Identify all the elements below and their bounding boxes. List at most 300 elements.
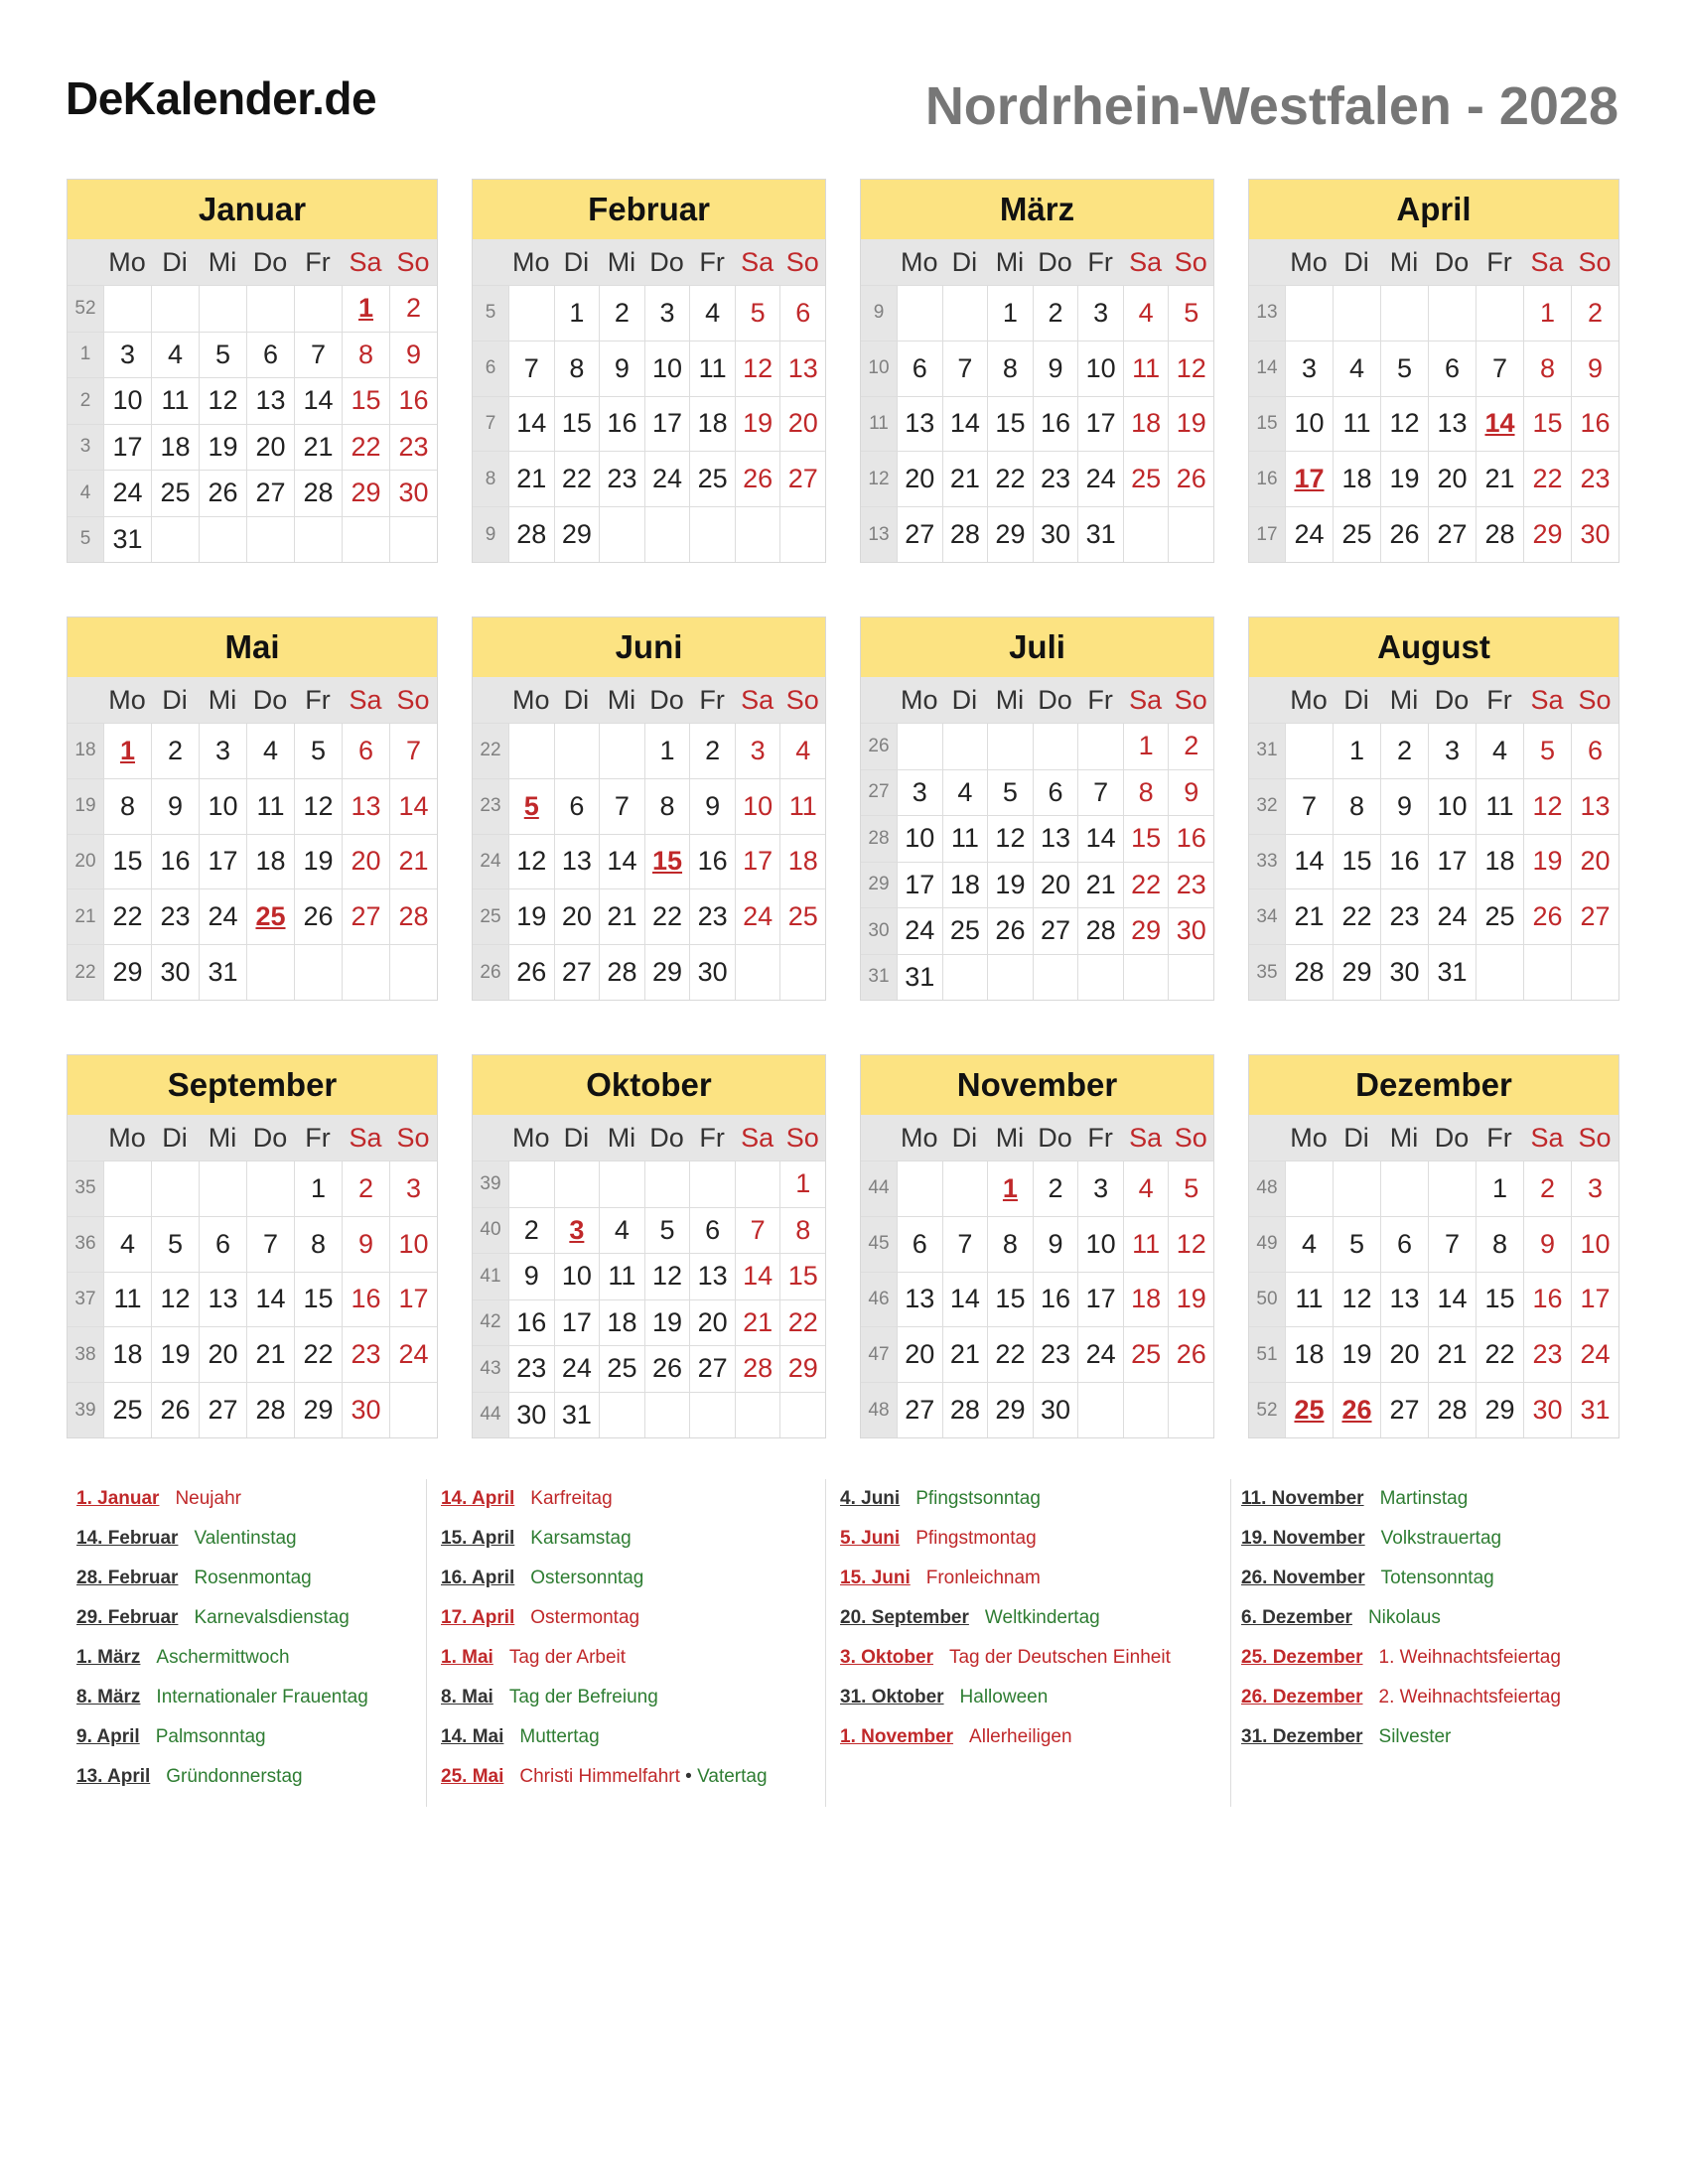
day-cell: 18 [1123,1273,1169,1327]
day-cell: 28 [508,507,554,562]
day-cell: 27 [246,471,294,516]
legend-item [840,1519,1230,1559]
empty-day-cell [508,1161,554,1207]
day-cell: 3 [554,1208,600,1254]
day-cell: 22 [987,452,1033,506]
day-cell: 8 [987,1217,1033,1272]
empty-day-cell [599,1393,644,1438]
week-row [1249,1216,1618,1272]
weekday-label: So [785,246,819,277]
weekday-label: So [1578,246,1612,277]
day-cell: 8 [1333,779,1380,834]
day-cell: 17 [644,397,690,452]
legend-date[interactable]: 11. November [1241,1488,1364,1509]
day-cell: 3 [897,770,942,816]
weekday-label: So [785,684,819,715]
day-cell: 12 [735,341,780,396]
week-number: 35 [68,1161,103,1216]
legend-name: Ostersonntag [530,1568,644,1588]
brand-logo-text[interactable]: DeKalender.de [66,72,377,124]
day-cell: 6 [779,286,825,341]
empty-day-cell [1168,955,1213,1001]
day-cell: 21 [942,1327,988,1382]
day-cell: 16 [151,835,199,889]
weekday-label: Do [1434,246,1470,277]
legend-item [76,1479,426,1519]
weekday-label: Mi [607,1122,636,1153]
week-row [68,944,437,1000]
month-title: Dezember [1249,1055,1618,1115]
day-cell: 26 [294,889,342,944]
week-row [1249,944,1618,1000]
legend-date[interactable]: 5. Juni [840,1528,901,1549]
day-cell: 15 [1333,835,1380,889]
day-cell: 22 [644,889,690,944]
day-cell: 18 [942,863,988,908]
legend-date[interactable]: 9. April [76,1726,140,1747]
week-number: 18 [68,724,103,778]
empty-day-cell [1523,945,1571,1000]
legend-date[interactable]: 6. Dezember [1241,1607,1352,1628]
legend-date[interactable]: 16. April [441,1568,515,1588]
legend-date[interactable]: 17. April [441,1607,515,1628]
legend-item [441,1519,825,1559]
weekday-label: So [1174,246,1207,277]
day-cell: 23 [151,889,199,944]
day-cell: 11 [151,378,199,424]
day-cell: 16 [1168,816,1213,862]
day-cell: 12 [1168,1217,1213,1272]
weekday-label: Mo [108,1122,146,1153]
legend-date[interactable]: 14. April [441,1488,515,1509]
legend-date[interactable]: 8. März [76,1687,141,1707]
day-cell: 19 [199,425,246,471]
day-cell: 7 [1428,1217,1476,1272]
week-row [68,1272,437,1327]
day-cell: 14 [1285,835,1333,889]
weekday-label: Sa [1530,1122,1564,1153]
day-cell: 1 [987,1161,1033,1216]
legend-date[interactable]: 15. Juni [840,1568,911,1588]
day-cell: 30 [508,1393,554,1438]
day-cell: 5 [1168,286,1213,341]
legend-date[interactable]: 20. September [840,1607,969,1628]
day-cell: 29 [294,1383,342,1437]
empty-day-cell [508,286,554,341]
weekday-label: Mi [995,246,1025,277]
week-number: 17 [1249,507,1285,562]
legend-date[interactable]: 1. März [76,1647,141,1668]
weekday-label: Mo [512,1122,550,1153]
legend-date[interactable]: 1. November [840,1726,954,1747]
legend-item [840,1559,1230,1598]
empty-day-cell [689,507,735,562]
week-row [1249,396,1618,452]
empty-day-cell [735,945,780,1000]
legend-name: 2. Weihnachtsfeiertag [1378,1687,1561,1707]
week-number: 24 [473,835,508,889]
day-cell: 20 [897,452,942,506]
day-cell: 1 [779,1161,825,1207]
week-row [1249,451,1618,506]
month-10 [472,1054,826,1438]
weekday-label: Fr [1486,246,1512,277]
legend-date[interactable]: 4. Juni [840,1488,901,1509]
legend-date[interactable]: 29. Februar [76,1607,179,1628]
day-cell: 25 [1123,1327,1169,1382]
week-row [1249,506,1618,562]
weekday-label: Do [649,246,684,277]
weekday-label: Do [1038,1122,1072,1153]
legend-date[interactable]: 1. Mai [441,1647,493,1668]
week-row [861,341,1213,396]
day-cell: 2 [151,724,199,778]
legend-name: Neujahr [175,1488,241,1509]
day-cell: 15 [103,835,151,889]
day-cell: 15 [779,1254,825,1299]
week-number: 26 [861,724,897,769]
day-cell: 26 [1333,1383,1380,1437]
day-cell: 22 [1476,1327,1523,1382]
day-cell: 8 [779,1208,825,1254]
week-row [861,907,1213,954]
day-cell: 15 [644,835,690,889]
empty-day-cell [1333,286,1380,341]
legend-column [67,1479,426,1807]
week-number: 31 [1249,724,1285,778]
day-cell: 3 [1077,286,1123,341]
legend-date[interactable]: 1. Januar [76,1488,160,1509]
legend-date[interactable]: 26. November [1241,1568,1365,1588]
legend-name: Volkstrauertag [1380,1528,1502,1549]
empty-day-cell [897,1161,942,1216]
week-number: 6 [473,341,508,396]
day-cell: 26 [508,945,554,1000]
legend-column [825,1479,1230,1807]
month-title: März [861,180,1213,239]
weekday-header-row [473,677,825,723]
day-cell: 31 [199,945,246,1000]
day-cell: 13 [1033,816,1078,862]
day-cell: 13 [199,1273,246,1327]
week-number: 5 [473,286,508,341]
day-cell: 28 [599,945,644,1000]
legend-item [840,1479,1230,1519]
day-cell: 9 [599,341,644,396]
day-cell: 24 [103,471,151,516]
legend-date[interactable]: 26. Dezember [1241,1687,1363,1707]
week-number: 43 [473,1346,508,1392]
day-cell: 23 [389,425,437,471]
legend-item [840,1678,1230,1717]
legend-name: Tag der Deutschen Einheit [948,1647,1171,1668]
legend-date[interactable]: 31. Dezember [1241,1726,1363,1747]
legend-date[interactable]: 14. Februar [76,1528,179,1549]
weekday-label: Di [1343,246,1369,277]
day-cell: 16 [389,378,437,424]
day-cell: 4 [689,286,735,341]
day-cell: 9 [151,779,199,834]
day-cell: 25 [942,908,988,954]
day-cell: 30 [1168,908,1213,954]
day-cell: 18 [103,1327,151,1382]
empty-day-cell [987,724,1033,769]
weekday-label: Mi [607,684,636,715]
day-cell: 28 [735,1346,780,1392]
week-number: 45 [861,1217,897,1272]
empty-day-cell [942,724,988,769]
month-title: September [68,1055,437,1115]
week-number-header [861,1115,897,1160]
day-cell: 3 [735,724,780,778]
day-cell: 1 [1333,724,1380,778]
legend-name: Christi Himmelfahrt [519,1766,680,1787]
week-number: 22 [68,945,103,1000]
week-number: 31 [861,955,897,1001]
day-cell: 25 [103,1383,151,1437]
day-cell: 28 [1285,945,1333,1000]
legend-name: Tag der Arbeit [508,1647,627,1668]
week-row [473,723,825,778]
legend-date[interactable]: 14. Mai [441,1726,504,1747]
week-row [68,1382,437,1437]
day-cell: 28 [1428,1383,1476,1437]
day-cell: 17 [199,835,246,889]
day-cell: 3 [1285,341,1333,396]
legend-date[interactable]: 25. Dezember [1241,1647,1363,1668]
day-cell: 23 [599,452,644,506]
day-cell: 18 [246,835,294,889]
day-cell: 23 [342,1327,389,1382]
week-row [1249,341,1618,396]
weekday-label: Sa [349,246,382,277]
empty-day-cell [1285,1161,1333,1216]
day-cell: 27 [897,507,942,562]
empty-day-cell [644,1161,690,1207]
day-cell: 13 [342,779,389,834]
day-cell: 31 [1077,507,1123,562]
legend-date[interactable]: 15. April [441,1528,515,1549]
day-cell: 2 [1523,1161,1571,1216]
week-row [861,1272,1213,1327]
weekday-label: Do [1038,246,1072,277]
legend-item [76,1717,426,1757]
day-cell: 2 [342,1161,389,1216]
day-cell: 14 [246,1273,294,1327]
month-title: Februar [473,180,825,239]
month-6 [472,616,826,1001]
day-cell: 11 [942,816,988,862]
day-cell: 28 [942,1383,988,1437]
day-cell: 22 [554,452,600,506]
week-row [473,834,825,889]
weekday-header-row [473,239,825,285]
weekday-label: Di [951,684,978,715]
day-cell: 16 [599,397,644,452]
week-number: 8 [473,452,508,506]
day-cell: 14 [942,1273,988,1327]
weekday-label: Mo [901,1122,938,1153]
day-cell: 17 [1077,397,1123,452]
week-row [68,285,437,332]
weekday-label: Di [563,1122,590,1153]
day-cell: 30 [389,471,437,516]
week-number: 33 [1249,835,1285,889]
empty-day-cell [1123,507,1169,562]
week-number: 9 [473,507,508,562]
day-cell: 17 [1077,1273,1123,1327]
day-cell: 4 [151,333,199,378]
day-cell: 14 [735,1254,780,1299]
weekday-label: Do [252,684,288,715]
legend-date[interactable]: 25. Mai [441,1766,504,1787]
day-cell: 19 [1380,452,1428,506]
month-title: Mai [68,617,437,677]
empty-day-cell [199,1161,246,1216]
day-cell: 17 [897,863,942,908]
day-cell: 9 [389,333,437,378]
empty-day-cell [897,724,942,769]
week-number: 10 [861,341,897,396]
day-cell: 11 [103,1273,151,1327]
day-cell: 23 [1380,889,1428,944]
weekday-label: Di [1343,1122,1369,1153]
day-cell: 15 [1523,397,1571,452]
weekday-label: Sa [741,246,774,277]
legend-date[interactable]: 8. Mai [441,1687,493,1707]
week-number: 19 [68,779,103,834]
day-cell: 17 [554,1300,600,1346]
day-cell: 4 [1123,1161,1169,1216]
day-cell: 19 [294,835,342,889]
day-cell: 10 [1077,341,1123,396]
week-row [473,1253,825,1299]
weekday-label: Mo [108,246,146,277]
legend-date[interactable]: 13. April [76,1766,151,1787]
weekday-label: Sa [741,1122,774,1153]
week-number: 29 [861,863,897,908]
day-cell: 18 [151,425,199,471]
weekday-label: Fr [699,1122,725,1153]
day-cell: 11 [1285,1273,1333,1327]
day-cell: 22 [1123,863,1169,908]
day-cell: 24 [1077,452,1123,506]
day-cell: 29 [987,507,1033,562]
week-number: 41 [473,1254,508,1299]
day-cell: 13 [1428,397,1476,452]
weekday-label: So [1174,684,1207,715]
day-cell: 16 [1033,1273,1078,1327]
week-row [473,944,825,1000]
empty-day-cell [779,945,825,1000]
day-cell: 25 [779,889,825,944]
day-cell: 1 [554,286,600,341]
day-cell: 11 [246,779,294,834]
day-cell: 7 [599,779,644,834]
empty-day-cell [1077,955,1123,1001]
day-cell: 20 [689,1300,735,1346]
empty-day-cell [342,517,389,563]
day-cell: 3 [1428,724,1476,778]
weekday-label: Do [252,1122,288,1153]
day-cell: 22 [987,1327,1033,1382]
legend-item [76,1598,426,1638]
week-number: 28 [861,816,897,862]
weekday-label: Do [252,246,288,277]
empty-day-cell [735,1393,780,1438]
empty-day-cell [1428,286,1476,341]
weekday-label: Fr [1486,1122,1512,1153]
day-cell: 21 [294,425,342,471]
day-cell: 8 [644,779,690,834]
day-cell: 10 [644,341,690,396]
day-cell: 30 [1033,1383,1078,1437]
weekday-label: Mi [1389,1122,1419,1153]
day-cell: 25 [1476,889,1523,944]
weekday-label: Mi [208,246,237,277]
month-title: Januar [68,180,437,239]
legend-date[interactable]: 31. Oktober [840,1687,944,1707]
legend-date[interactable]: 19. November [1241,1528,1365,1549]
day-cell: 14 [1077,816,1123,862]
empty-day-cell [1077,1383,1123,1437]
week-number-header [1249,239,1285,285]
day-cell: 17 [103,425,151,471]
empty-day-cell [1571,945,1618,1000]
week-number: 37 [68,1273,103,1327]
weekday-label: Mo [1290,684,1328,715]
day-cell: 6 [554,779,600,834]
weekday-label: Fr [699,246,725,277]
day-cell: 16 [342,1273,389,1327]
day-cell: 4 [599,1208,644,1254]
day-cell: 6 [1571,724,1618,778]
day-cell: 11 [779,779,825,834]
week-number: 48 [1249,1161,1285,1216]
empty-day-cell [689,1393,735,1438]
empty-day-cell [151,517,199,563]
week-row [861,1160,1213,1216]
day-cell: 12 [987,816,1033,862]
day-cell: 8 [294,1217,342,1272]
legend-date[interactable]: 28. Februar [76,1568,179,1588]
week-number: 39 [68,1383,103,1437]
day-cell: 28 [1476,507,1523,562]
day-cell: 6 [342,724,389,778]
day-cell: 26 [735,452,780,506]
day-cell: 12 [1523,779,1571,834]
day-cell: 31 [897,955,942,1001]
day-cell: 12 [1380,397,1428,452]
legend-item [441,1559,825,1598]
day-cell: 27 [1380,1383,1428,1437]
empty-day-cell [199,517,246,563]
day-cell: 21 [942,452,988,506]
day-cell: 4 [246,724,294,778]
empty-day-cell [942,286,988,341]
day-cell: 8 [554,341,600,396]
day-cell: 9 [342,1217,389,1272]
legend-name: Ostermontag [530,1607,640,1628]
week-row [1249,723,1618,778]
day-cell: 19 [1168,1273,1213,1327]
page-title: Nordrhein-Westfalen - 2028 [924,76,1618,136]
weekday-label: Do [1038,684,1072,715]
legend-date[interactable]: 3. Oktober [840,1647,933,1668]
week-number: 47 [861,1327,897,1382]
day-cell: 4 [1333,341,1380,396]
legend-name: Karsamstag [530,1528,632,1549]
